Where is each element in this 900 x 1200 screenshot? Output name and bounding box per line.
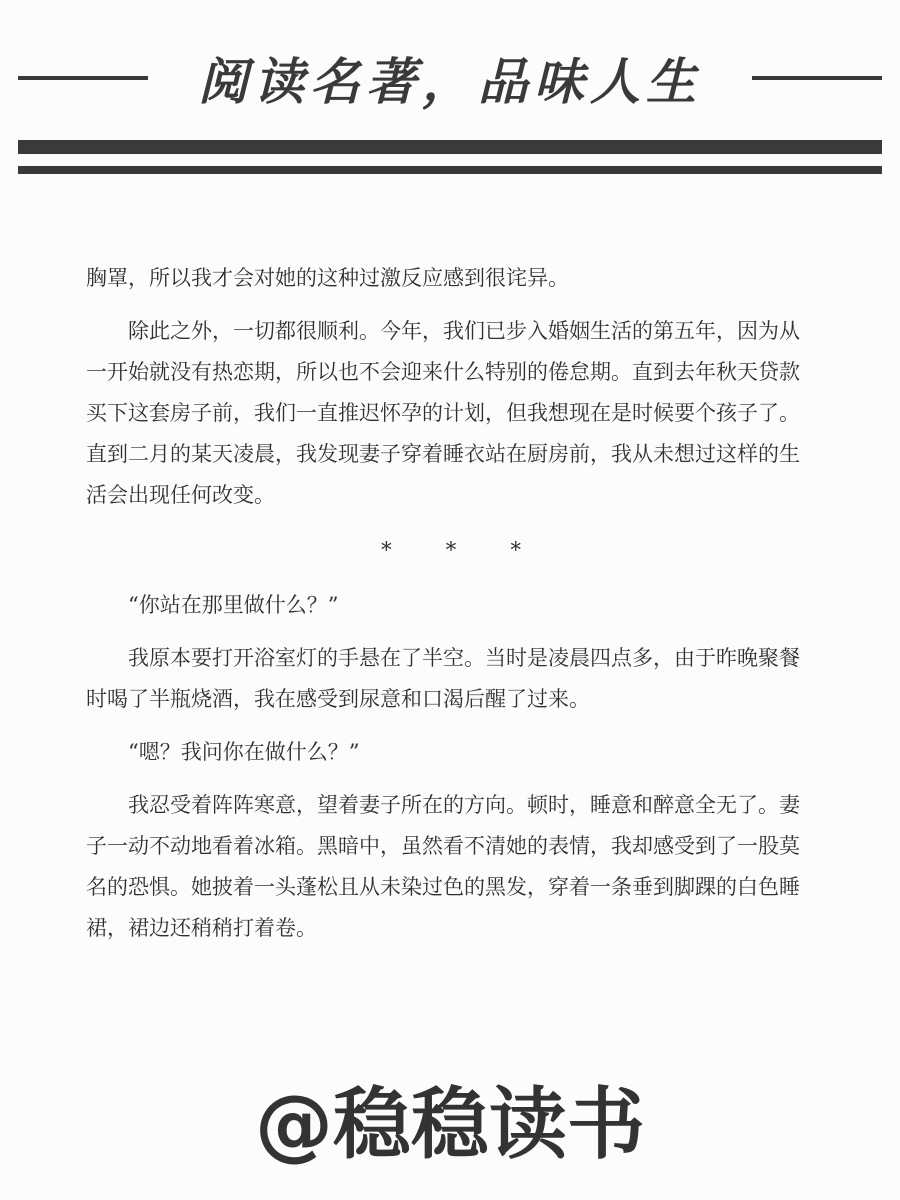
header-right-rule [752,76,882,80]
separator-star: * [445,538,457,562]
dialogue-line: “嗯？我问你在做什么？” [128,740,360,764]
dialogue-line: “你站在那里做什么？” [128,593,339,617]
divider-thick [18,140,882,154]
paragraph: 我原本要打开浴室灯的手悬在了半空。当时是凌晨四点多，由于昨晚聚餐时喝了半瓶烧酒，我在感受到尿意和口渴后醒了过来。 [86,646,800,711]
section-separator [86,530,816,571]
paragraph: 除此之外，一切都很顺利。今年，我们已步入婚姻生活的第五年，因为从一开始就没有热恋期，所以也不会迎来什么特别的倦怠期。直到去年秋天贷款买下这套房子前，我们一直推迟怀孕的计划，但我想现在是时候要个孩子了。直到二月的某天凌晨，我发现妻子穿着睡衣站在厨房前，我从未想过这样的生活会出现任何改变。 [86,319,800,507]
header-title: 阅读名著，品味人生 [198,53,702,111]
watermark-handle: @稳稳读书 [254,1080,645,1170]
paragraph: 我忍受着阵阵寒意，望着妻子所在的方向。顿时，睡意和醉意全无了。妻子一动不动地看着冰箱。黑暗中，虽然看不清她的表情，我却感受到了一股莫名的恐惧。她披着一头蓬松且从未染过色的黑发，穿着一条垂到脚踝的白色睡裙，裙边还稍稍打着卷。 [86,793,800,940]
header-banner [0,40,900,120]
article-body [86,258,816,961]
divider-thin [18,166,882,174]
separator-star: * [510,538,521,562]
separator-star: * [381,538,392,562]
paragraph: 胸罩，所以我才会对她的这种过激反应感到很诧异。 [86,266,569,290]
header-left-rule [18,76,148,80]
